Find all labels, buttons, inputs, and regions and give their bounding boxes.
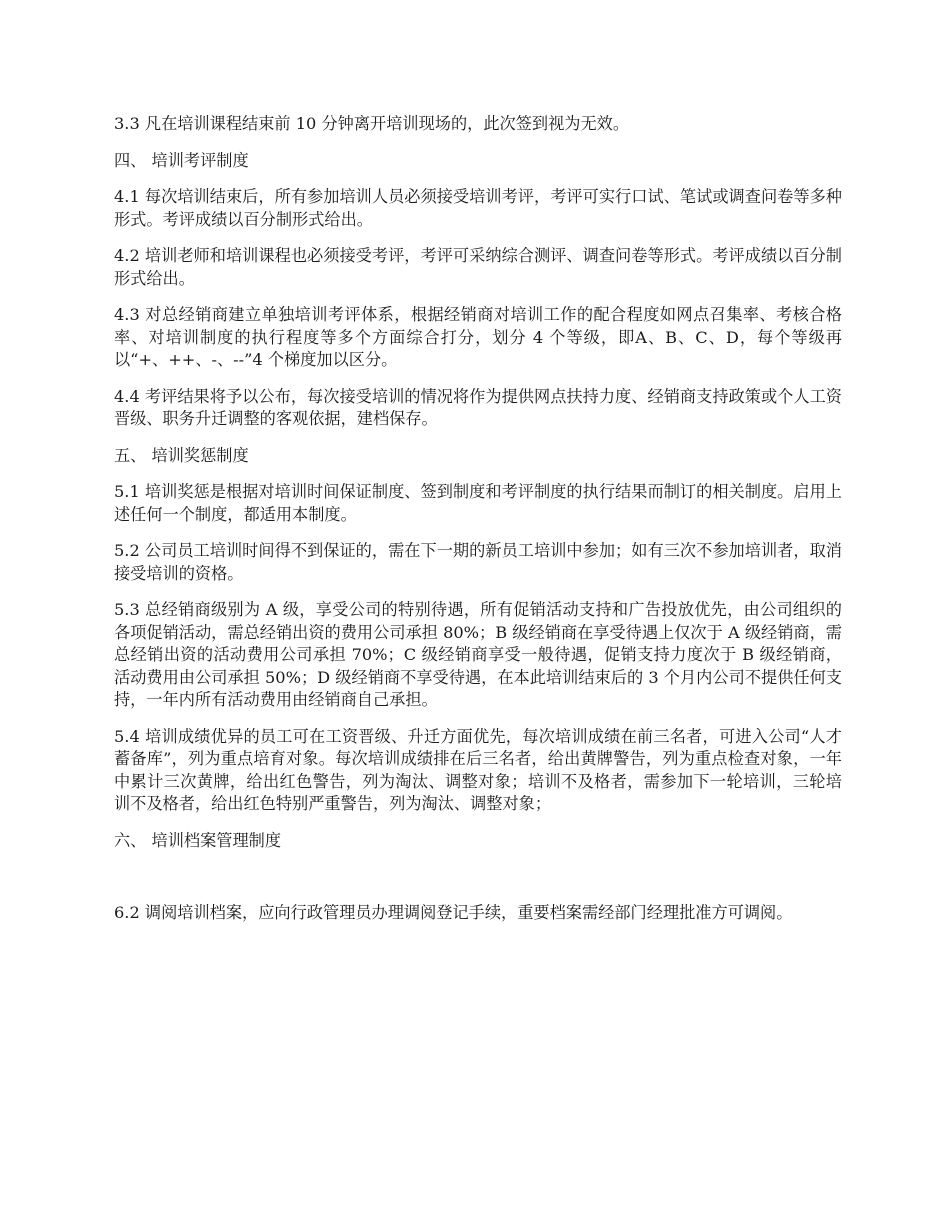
paragraph-5-2: 5.2 公司员工培训时间得不到保证的，需在下一期的新员工培训中参加；如有三次不参加培训者，取消接受培训的资格。: [114, 541, 842, 583]
document-page: [114, 113, 842, 939]
section-heading-4: 四、 培训考评制度: [114, 150, 249, 170]
paragraph-4-2: 4.2 培训老师和培训课程也必须接受考评，考评可采纳综合测评、调查问卷等形式。考评成绩以百分制形式给出。: [114, 246, 842, 288]
section-heading-6: 六、 培训档案管理制度: [114, 830, 282, 850]
paragraph-5-3: 5.3 总经销商级别为 A 级，享受公司的特别待遇，所有促销活动支持和广告投放优先，由公司组织的各项促销活动，需总经销出资的费用公司承担 80%；B 级经销商在享受待遇上仅次于 A 级经销商，需总经销出资的活动费用公司承担 70%；C 级经销商享受一般待遇，促销支持力度次于 B 级经销商，活动费用由公司承担 50%；D 级经销商不享受待遇，在本此培训结束后的 3 个月内公司不提供任何支持，一年内所有活动费用由经销商自己承担。: [114, 600, 842, 709]
blank-gap: [114, 866, 842, 902]
paragraph-5-1: 5.1 培训奖惩是根据对培训时间保证制度、签到制度和考评制度的执行结果而制订的相关制度。启用上述任何一个制度，都适用本制度。: [114, 482, 842, 524]
paragraph-6-2: 6.2 调阅培训档案，应向行政管理员办理调阅登记手续，重要档案需经部门经理批准方可调阅。: [114, 903, 793, 922]
paragraph-3-3: 3.3 凡在培训课程结束前 10 分钟离开培训现场的，此次签到视为无效。: [114, 114, 630, 133]
section-heading-5: 五、 培训奖惩制度: [114, 445, 249, 465]
paragraph-4-3: 4.3 对总经销商建立单独培训考评体系，根据经销商对培训工作的配合程度如网点召集率、考核合格率、对培训制度的执行程度等多个方面综合打分，划分 4 个等级，即A、B、C、D，每个等级再以“+、++、-、--”4 个梯度加以区分。: [114, 305, 842, 369]
paragraph-5-4: 5.4 培训成绩优异的员工可在工资晋级、升迁方面优先，每次培训成绩在前三名者，可进入公司“人才蓄备库”，列为重点培育对象。每次培训成绩排在后三名者，给出黄牌警告，列为重点检查对象，一年中累计三次黄牌，给出红色警告，列为淘汰、调整对象；培训不及格者，需参加下一轮培训，三轮培训不及格者，给出红色特别严重警告，列为淘汰、调整对象；: [114, 726, 842, 813]
paragraph-4-1: 4.1 每次培训结束后，所有参加培训人员必须接受培训考评，考评可实行口试、笔试或调查问卷等多种形式。考评成绩以百分制形式给出。: [114, 187, 842, 229]
paragraph-4-4: 4.4 考评结果将予以公布，每次接受培训的情况将作为提供网点扶持力度、经销商支持政策或个人工资晋级、职务升迁调整的客观依据，建档保存。: [114, 386, 842, 428]
